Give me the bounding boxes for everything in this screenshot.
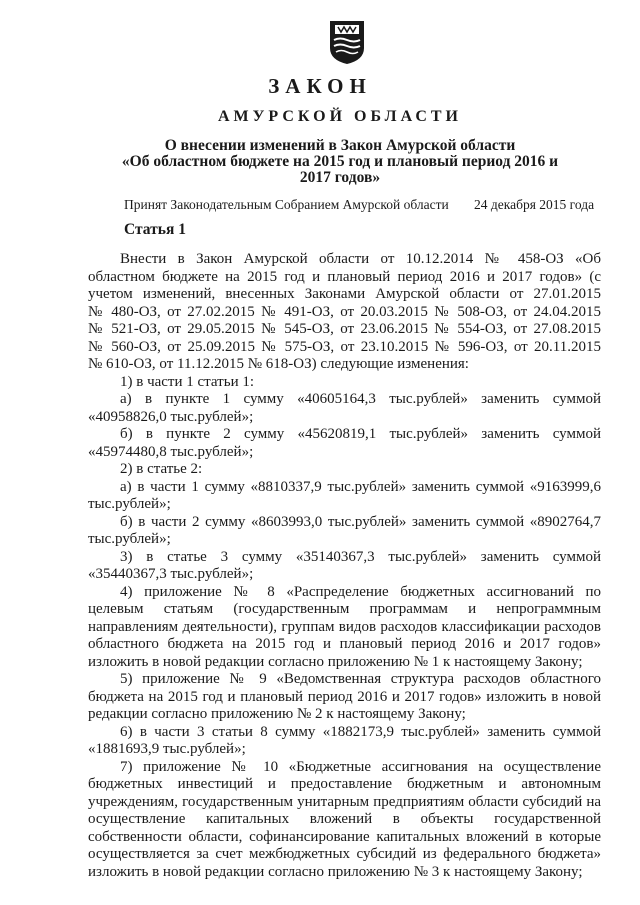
law-title: ЗАКОН bbox=[268, 74, 372, 98]
body-text-line: целевым статьям (государственным программам и непрограммным bbox=[88, 601, 601, 617]
body-text-line: № 480-ОЗ, от 27.02.2015 № 491-ОЗ, от 20.03.2015 № 508-ОЗ, от 24.04.2015 bbox=[88, 303, 601, 320]
article-body bbox=[88, 251, 601, 881]
body-text-line: тыс.рублей»; bbox=[88, 496, 171, 512]
body-text-line: «40958826,0 тыс.рублей»; bbox=[88, 408, 254, 425]
body-text-line: 2) в статье 2: bbox=[120, 461, 203, 477]
body-text-line: осуществляется за счет межбюджетных субсидий из федерального бюджета» bbox=[88, 846, 601, 862]
body-text-line: 4) приложение № 8 «Распределение бюджетных ассигнований по bbox=[120, 583, 601, 600]
body-text-line: изложить в новой редакции согласно приложению № 1 к настоящему Закону; bbox=[88, 653, 583, 670]
body-text-line: 3) в статье 3 сумму «35140367,3 тыс.рублей» заменить суммой bbox=[120, 548, 601, 565]
law-heading bbox=[0, 138, 640, 186]
body-text-line: «1881693,9 тыс.рублей»; bbox=[88, 741, 246, 757]
body-text-line: Внести в Закон Амурской области от 10.12.2014 № 458-ОЗ «Об bbox=[120, 251, 601, 267]
body-text-line: № 521-ОЗ, от 29.05.2015 № 545-ОЗ, от 23.06.2015 № 554-ОЗ, от 27.08.2015 bbox=[88, 321, 601, 337]
body-text-line: направлениям деятельности), группам видов расходов классификации расходов bbox=[88, 618, 601, 635]
body-text-line: б) в пункте 2 сумму «45620819,1 тыс.рублей» заменить суммой bbox=[120, 426, 601, 442]
body-text-line: изложить в новой редакции согласно приложению № 3 к настоящему Закону; bbox=[88, 863, 583, 880]
body-text-line: 7) приложение № 10 «Бюджетные ассигнования на осуществление bbox=[120, 758, 601, 775]
amur-coat-of-arms-icon bbox=[326, 18, 368, 66]
body-text-line: 5) приложение № 9 «Ведомственная структура расходов областного bbox=[120, 671, 601, 687]
body-text-line: б) в части 2 сумму «8603993,0 тыс.рублей» заменить суммой «8902764,7 bbox=[120, 513, 601, 530]
adoption-text: Принят Законодательным Собранием Амурской области bbox=[124, 197, 449, 212]
region-name: АМУРСКОЙ ОБЛАСТИ bbox=[218, 108, 462, 125]
law-heading-line: 2017 годов» bbox=[299, 169, 381, 186]
body-text-line: тыс.рублей»; bbox=[88, 531, 171, 547]
body-text-line: а) в части 1 сумму «8810337,9 тыс.рублей» заменить суммой «9163999,6 bbox=[120, 478, 601, 495]
law-heading-line: О внесении изменений в Закон Амурской области bbox=[164, 137, 516, 154]
adoption-date: 24 декабря 2015 года bbox=[474, 197, 595, 212]
body-text-line: редакции согласно приложению № 2 к настоящему Закону; bbox=[88, 706, 466, 722]
body-text-line: «45974480,8 тыс.рублей»; bbox=[88, 443, 254, 460]
law-heading-line: «Об областном бюджете на 2015 год и плановый период 2016 и bbox=[121, 153, 559, 170]
body-text-line: областном бюджете на 2015 год и плановый период 2016 и 2017 годов» (с bbox=[88, 268, 601, 285]
body-text-line: бюджета на 2015 год и плановый период 2016 и 2017 годов» изложить в новой bbox=[88, 688, 601, 705]
body-text-line: бюджетных инвестиций и предоставление бюджетным и автономным bbox=[88, 776, 601, 792]
body-text-line: «35440367,3 тыс.рублей»; bbox=[88, 566, 254, 582]
body-text-line: учреждениям, государственным унитарным предприятиям области субсидий на bbox=[88, 793, 601, 810]
body-text-line: 6) в части 3 статьи 8 сумму «1882173,9 тыс.рублей» заменить суммой bbox=[120, 723, 601, 740]
body-text-line: собственности области, софинансирование капитальных вложений в которые bbox=[88, 828, 601, 845]
body-text-line: 1) в части 1 статьи 1: bbox=[120, 373, 255, 390]
body-text-line: областного бюджета на 2015 год и плановый период 2016 и 2017 годов» bbox=[88, 636, 601, 652]
article-title: Статья 1 bbox=[124, 221, 186, 238]
body-text-line: а) в пункте 1 сумму «40605164,3 тыс.рублей» заменить суммой bbox=[120, 391, 601, 407]
body-text-line: № 610-ОЗ, от 11.12.2015 № 618-ОЗ) следующие изменения: bbox=[88, 356, 469, 372]
body-text-line: осуществление капитальных вложений в объекты государственной bbox=[88, 811, 601, 827]
body-text-line: № 560-ОЗ, от 25.09.2015 № 575-ОЗ, от 23.10.2015 № 596-ОЗ, от 20.11.2015 bbox=[88, 338, 601, 355]
body-text-line: учетом изменений, внесенных Законами Амурской области от 27.01.2015 bbox=[88, 286, 601, 302]
